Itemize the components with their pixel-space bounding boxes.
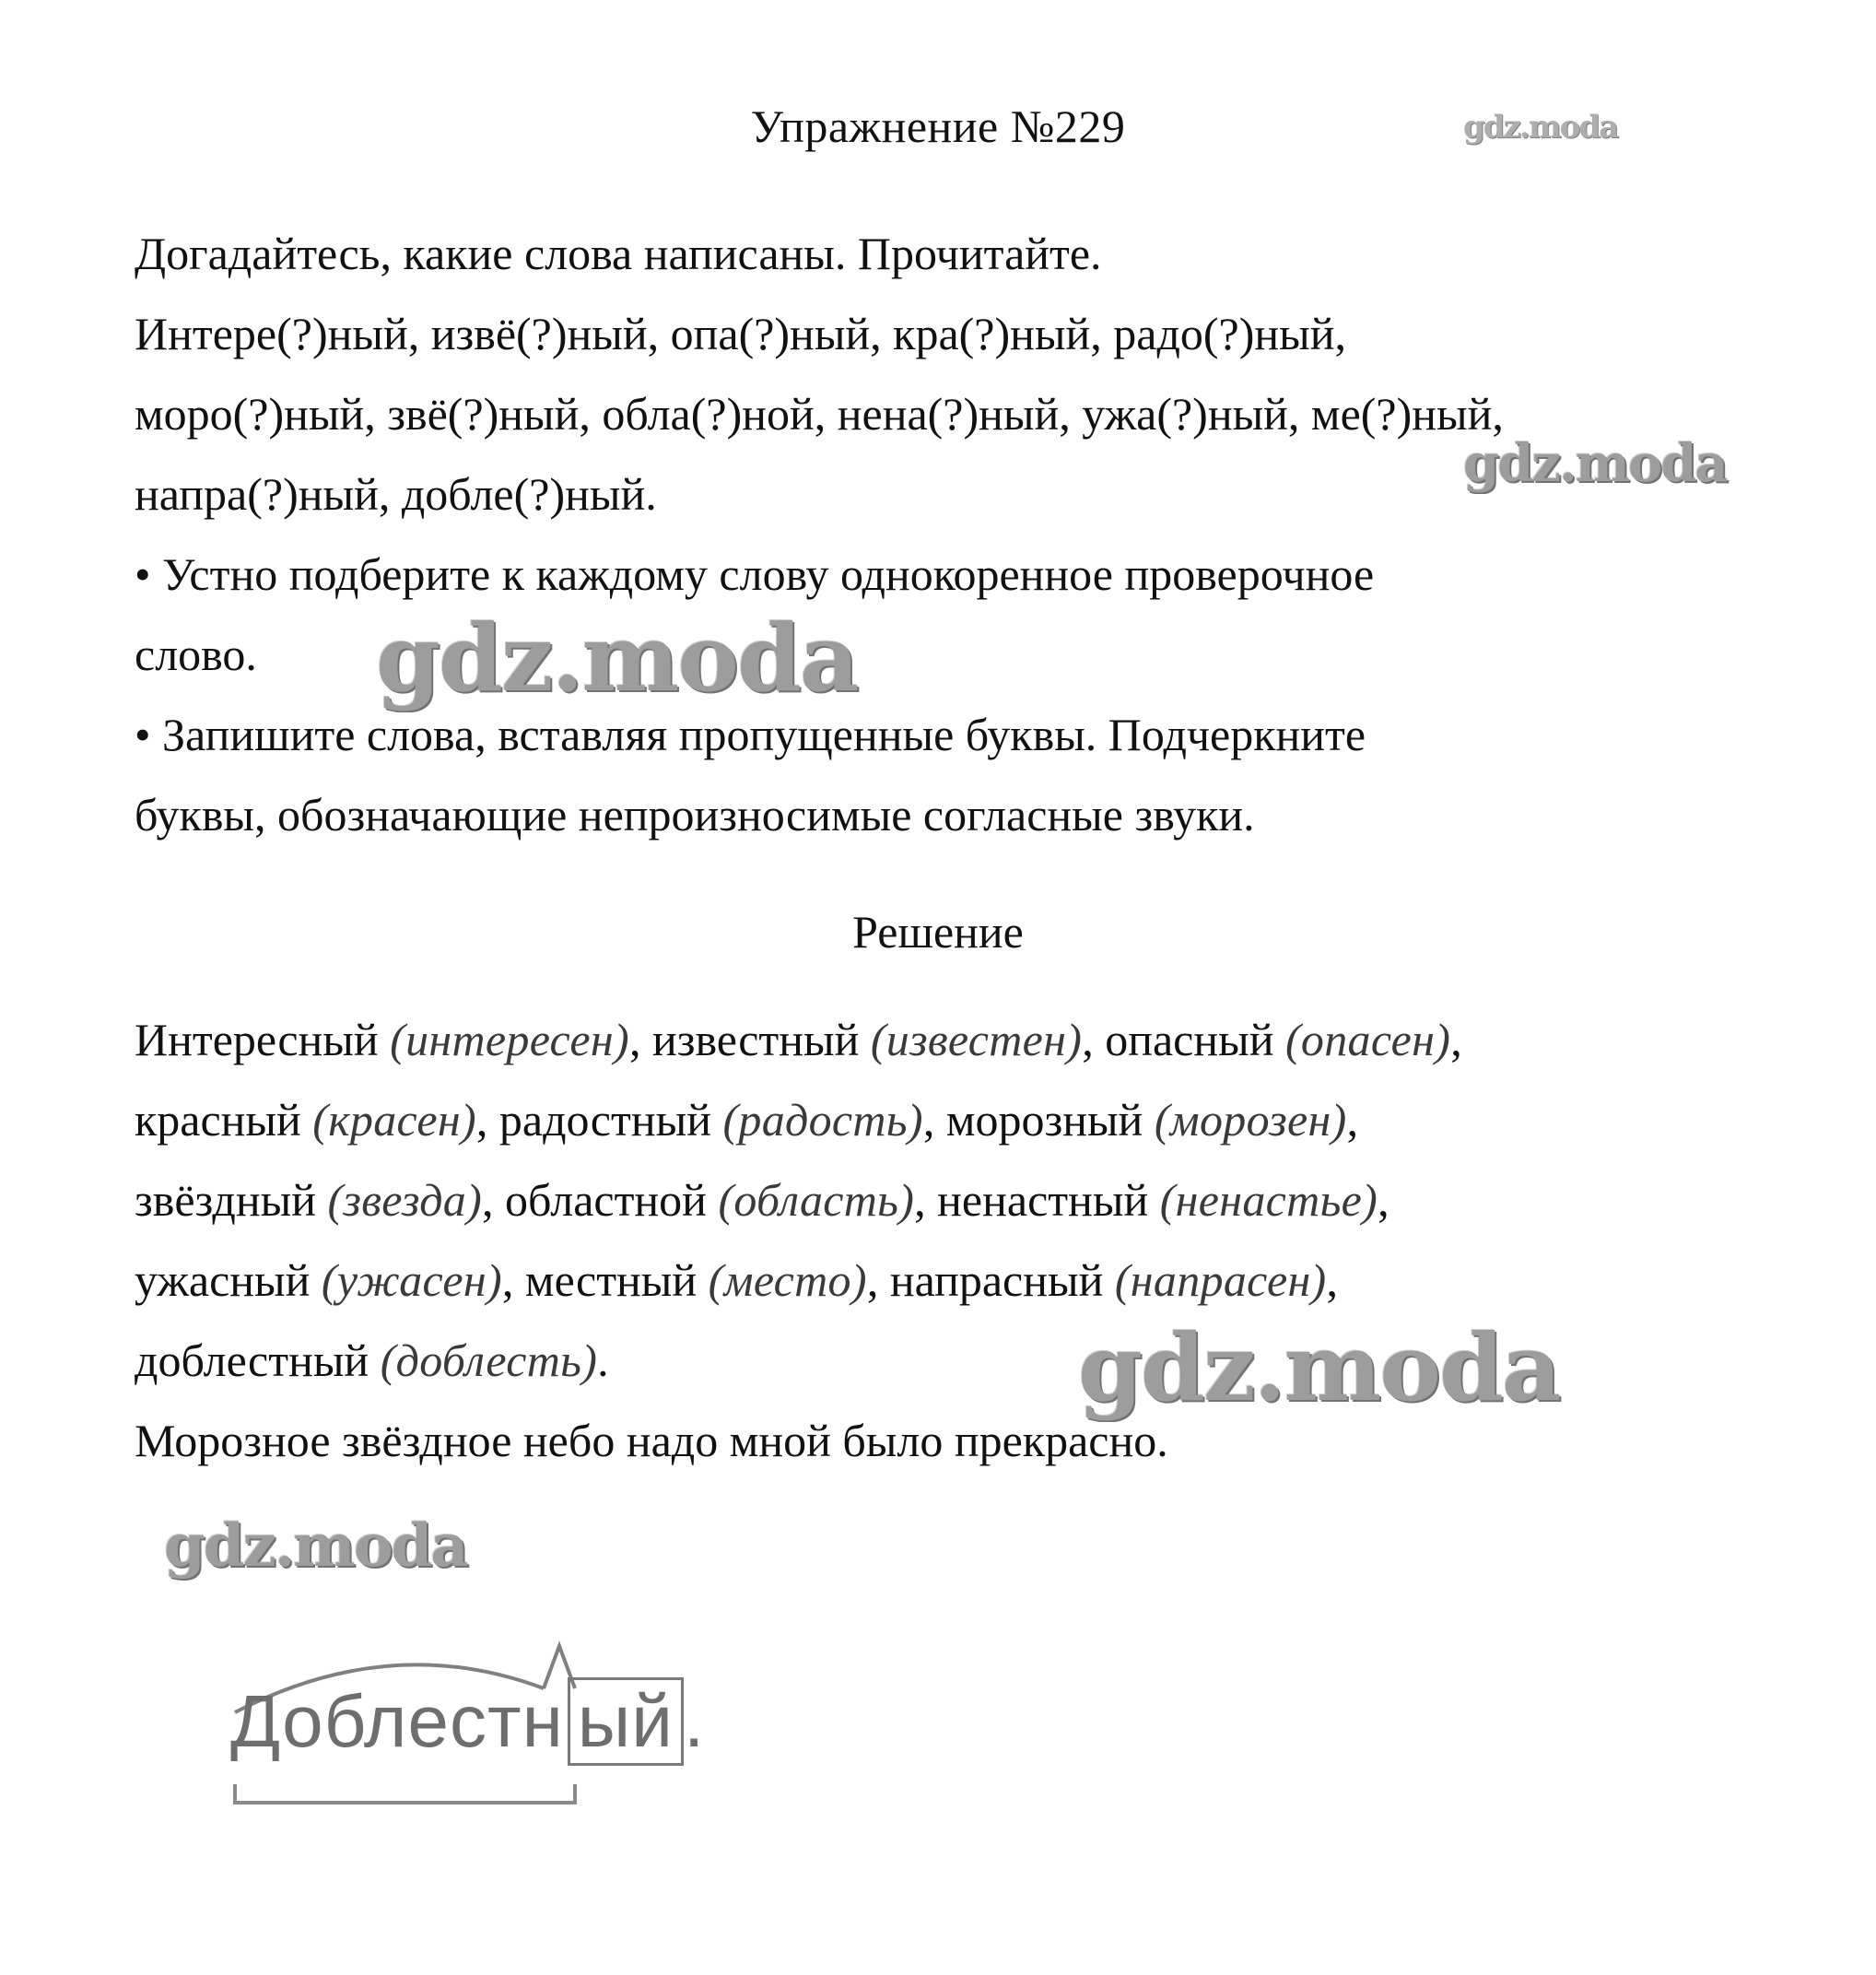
answer-word: областной xyxy=(505,1174,707,1226)
watermark: gdz.moda xyxy=(1078,1313,1560,1422)
separator: , xyxy=(1346,1094,1359,1146)
watermark: gdz.moda xyxy=(1463,109,1618,146)
solution-line xyxy=(135,1240,1793,1321)
task-line: моро(?)ный, звё(?)ный, обла(?)ной, нена(?)ный, ужа(?)ный, ме(?)ный, xyxy=(135,388,1504,440)
task-line: Интере(?)ный, извё(?)ный, опа(?)ный, кра(?)ный, радо(?)ный, xyxy=(135,308,1346,359)
separator: , xyxy=(866,1254,890,1306)
parsed-word xyxy=(230,1677,705,1766)
page-title: Упражнение №229 xyxy=(750,100,1126,152)
watermark: gdz.moda xyxy=(164,1511,467,1581)
task-line: слово. xyxy=(135,629,257,680)
watermark: gdz.moda xyxy=(376,604,858,712)
task-line: буквы, обозначающие непроизносимые согласные звуки. xyxy=(135,789,1255,841)
answer-word: местный xyxy=(524,1254,698,1306)
answer-word: доблестный xyxy=(135,1334,369,1386)
solution-sentence: Морозное звёздное небо надо мной было прекрасно. xyxy=(135,1415,1168,1466)
check-word: (место) xyxy=(708,1254,867,1306)
answer-word: Интересный xyxy=(135,1014,379,1065)
task-line: • Устно подберите к каждому слову однокоренное проверочное xyxy=(135,548,1375,600)
separator: , xyxy=(914,1174,938,1226)
answer-word: морозный xyxy=(945,1094,1143,1146)
task-text xyxy=(135,214,1793,855)
check-word: (красен) xyxy=(312,1094,476,1146)
separator: , xyxy=(475,1094,499,1146)
solution-title: Решение xyxy=(852,906,1024,958)
separator: , xyxy=(1082,1014,1106,1065)
word-parse-scheme xyxy=(230,1622,783,1825)
check-word: (звезда) xyxy=(327,1174,483,1226)
check-word: (ужасен) xyxy=(321,1254,502,1306)
separator: , xyxy=(501,1254,525,1306)
task-line: • Запишите слова, вставляя пропущенные буквы. Подчеркните xyxy=(135,709,1366,760)
separator: . xyxy=(597,1334,609,1386)
check-word: (опасен) xyxy=(1284,1014,1451,1065)
check-word: (интересен) xyxy=(390,1014,629,1065)
separator: , xyxy=(628,1014,652,1065)
check-word: (ненастье) xyxy=(1159,1174,1378,1226)
separator: , xyxy=(1326,1254,1338,1306)
check-word: (область) xyxy=(718,1174,915,1226)
watermark: gdz.moda xyxy=(1463,433,1727,494)
answer-word: радостный xyxy=(498,1094,711,1146)
check-word: (известен) xyxy=(870,1014,1083,1065)
answer-word: известный xyxy=(651,1014,860,1065)
check-word: (морозен) xyxy=(1154,1094,1347,1146)
solution-line xyxy=(135,1000,1793,1080)
word-stem: Доблестн xyxy=(230,1680,564,1762)
separator: , xyxy=(1450,1014,1462,1065)
check-word: (напрасен) xyxy=(1114,1254,1327,1306)
answer-word: звёздный xyxy=(135,1174,316,1226)
task-line: Догадайтесь, какие слова написаны. Прочитайте. xyxy=(135,228,1102,279)
answer-word: опасный xyxy=(1105,1014,1274,1065)
word-dot: . xyxy=(683,1680,706,1762)
answer-word: напрасный xyxy=(889,1254,1104,1306)
answer-word: ужасный xyxy=(135,1254,311,1306)
word-ending: ый xyxy=(568,1677,684,1766)
answer-word: красный xyxy=(135,1094,301,1146)
solution-line xyxy=(135,1160,1793,1240)
separator: , xyxy=(482,1174,506,1226)
answer-word: ненастный xyxy=(937,1174,1149,1226)
task-line: напра(?)ный, добле(?)ный. xyxy=(135,468,657,520)
base-bracket xyxy=(235,1784,575,1803)
check-word: (доблесть) xyxy=(380,1334,598,1386)
separator: , xyxy=(922,1094,946,1146)
separator: , xyxy=(1378,1174,1389,1226)
check-word: (радость) xyxy=(722,1094,923,1146)
solution-line xyxy=(135,1080,1793,1160)
